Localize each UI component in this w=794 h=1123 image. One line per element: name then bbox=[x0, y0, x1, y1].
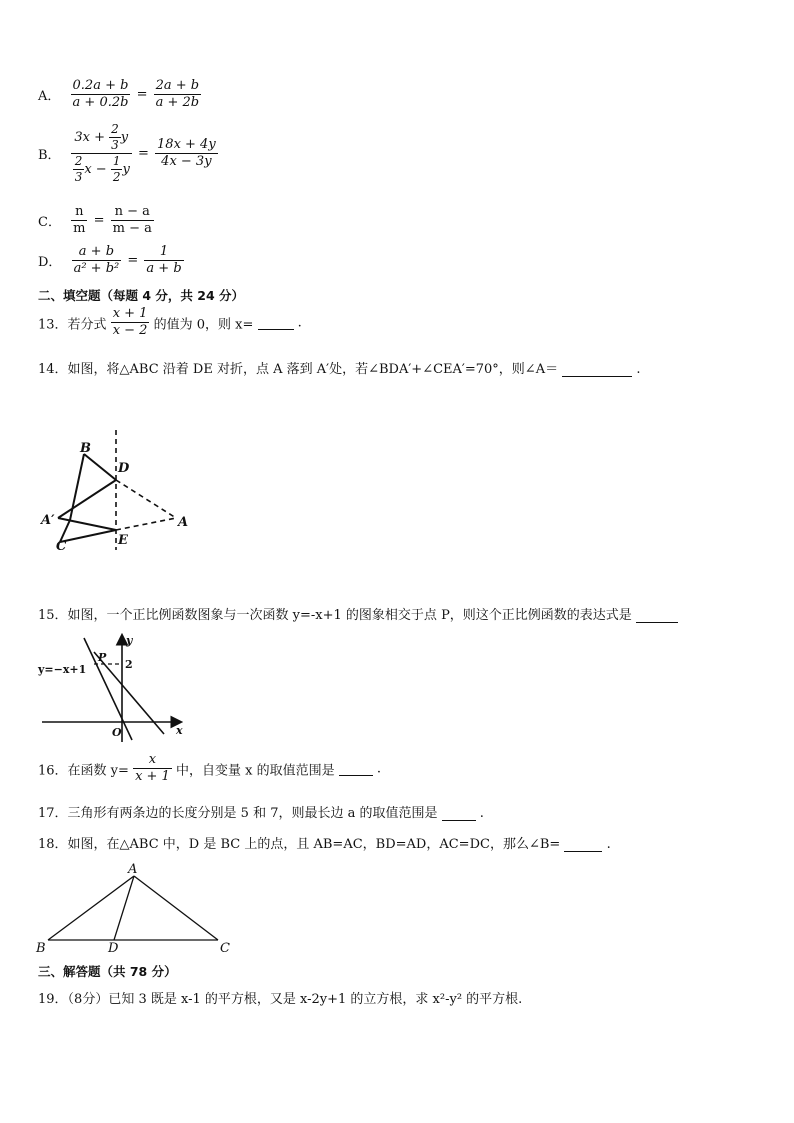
q18-text: 18．如图，在△ABC 中，D 是 BC 上的点，且 AB=AC，BD=AD，AC=DC，那么∠B= bbox=[38, 837, 561, 852]
option-b-rhs-den: 4x − 3y bbox=[161, 154, 212, 169]
q16-frac-den: x + 1 bbox=[135, 769, 170, 785]
label-a: A bbox=[178, 515, 189, 530]
option-b-rhs bbox=[155, 137, 218, 171]
option-b-lhs-num-a: 3x + bbox=[74, 130, 110, 145]
frac-den: 3 bbox=[111, 138, 119, 152]
option-c-rhs-num: n − a bbox=[111, 204, 154, 221]
segment-bd bbox=[84, 454, 116, 480]
option-c-lhs-den: m bbox=[73, 221, 86, 237]
q18-answer-blank[interactable] bbox=[564, 837, 602, 852]
segment-ab bbox=[48, 876, 134, 940]
q16-suffix: 中，自变量 x 的取值范围是 bbox=[175, 763, 335, 779]
q17-text: 17．三角形有两条边的长度分别是 5 和 7，则最长边 a 的取值范围是 bbox=[38, 806, 438, 821]
q15-answer-blank[interactable] bbox=[636, 608, 678, 623]
segment-a1d bbox=[58, 480, 116, 518]
question-13 bbox=[38, 306, 302, 340]
q16-frac-num: x bbox=[133, 752, 172, 769]
q17-end: . bbox=[479, 806, 484, 821]
option-d-lhs-den: a² + b² bbox=[73, 261, 120, 277]
segment-ad bbox=[114, 876, 134, 940]
option-b-lhs-den-frac1 bbox=[73, 154, 85, 185]
option-b-rhs-num: 18x + 4y bbox=[155, 137, 218, 154]
option-d-lhs-num: a + b bbox=[72, 244, 122, 261]
figure-14 bbox=[36, 418, 206, 558]
option-b-lhs bbox=[71, 122, 132, 185]
option-b-lhs-den bbox=[71, 154, 132, 185]
question-19 bbox=[38, 988, 522, 1007]
frac-num: 2 bbox=[111, 122, 119, 136]
label-func: y=−x+1 bbox=[38, 663, 87, 676]
option-d bbox=[38, 244, 184, 278]
label-a-prime: A′ bbox=[41, 513, 55, 528]
q14-text: 14．如图，将△ABC 沿着 DE 对折，点 A 落到 A′处，若∠BDA′+∠CEA′=70°，则∠A＝ bbox=[38, 362, 559, 377]
equals-sign: = bbox=[136, 87, 148, 103]
q13-end: . bbox=[297, 315, 302, 331]
label-a: A bbox=[128, 862, 138, 877]
q14-answer-blank[interactable] bbox=[562, 362, 632, 377]
option-c-rhs bbox=[111, 204, 154, 238]
segment-ea bbox=[116, 518, 176, 530]
label-y: y bbox=[126, 634, 133, 647]
frac-num: 1 bbox=[112, 154, 121, 168]
q13-answer-blank[interactable] bbox=[258, 315, 294, 330]
q13-fraction bbox=[111, 306, 150, 340]
question-17 bbox=[38, 802, 484, 821]
option-b-lhs-num-b: y bbox=[120, 130, 129, 145]
option-d-rhs bbox=[144, 244, 183, 278]
q16-prefix: 16．在函数 y= bbox=[38, 763, 129, 779]
label-c: C bbox=[220, 941, 230, 956]
segment-ce bbox=[60, 530, 116, 542]
figure-18 bbox=[34, 862, 234, 956]
label-x: x bbox=[176, 724, 183, 737]
option-b-label: B． bbox=[38, 148, 61, 163]
q19-text: 19．（8分）已知 3 既是 x-1 的平方根，又是 x-2y+1 的立方根，求 x²-y² 的平方根. bbox=[38, 992, 523, 1007]
segment-ac bbox=[134, 876, 218, 940]
equals-sign: = bbox=[137, 146, 149, 161]
option-d-rhs-num: 1 bbox=[144, 244, 183, 261]
label-d: D bbox=[118, 461, 130, 476]
q16-end: . bbox=[376, 761, 381, 777]
option-c-label: C． bbox=[38, 215, 61, 231]
equals-sign: = bbox=[93, 213, 105, 229]
option-b bbox=[38, 122, 218, 185]
label-c: C bbox=[56, 539, 67, 554]
label-two: 2 bbox=[125, 658, 133, 671]
frac-den: 2 bbox=[112, 170, 121, 184]
label-p: P bbox=[98, 651, 107, 664]
option-d-lhs bbox=[72, 244, 122, 278]
equals-sign: = bbox=[127, 253, 139, 269]
q18-end: . bbox=[606, 837, 611, 852]
section-3-title: 三、解答题（共 78 分） bbox=[38, 964, 177, 979]
option-a-rhs-den: a + 2b bbox=[155, 95, 200, 111]
option-c-lhs bbox=[71, 204, 87, 238]
option-a-lhs-num: 0.2a + b bbox=[71, 78, 131, 95]
question-15 bbox=[38, 604, 678, 623]
q16-answer-blank[interactable] bbox=[339, 761, 373, 776]
option-c-rhs-den: m − a bbox=[112, 221, 152, 237]
label-d: D bbox=[108, 941, 119, 956]
frac-den: 3 bbox=[74, 170, 83, 184]
option-d-label: D． bbox=[38, 255, 62, 271]
label-b: B bbox=[36, 941, 46, 956]
q16-fraction bbox=[133, 752, 172, 786]
option-a-lhs bbox=[71, 78, 131, 112]
q15-text: 15．如图，一个正比例函数图象与一次函数 y=-x+1 的图象相交于点 P，则这个正比例函数的表达式是 bbox=[38, 608, 632, 623]
figure-15 bbox=[36, 630, 196, 744]
question-18 bbox=[38, 833, 611, 852]
option-b-lhs-num bbox=[71, 122, 132, 154]
option-a-label: A． bbox=[38, 89, 61, 105]
label-o: O bbox=[112, 726, 122, 739]
option-c-lhs-num: n bbox=[71, 204, 87, 221]
segment-da bbox=[116, 480, 176, 518]
option-a-rhs-num: 2a + b bbox=[154, 78, 202, 95]
question-14 bbox=[38, 358, 641, 377]
frac-num: 2 bbox=[74, 154, 83, 168]
segment-b-lower bbox=[70, 454, 84, 520]
q13-frac-den: x − 2 bbox=[112, 323, 148, 339]
option-a-lhs-den: a + 0.2b bbox=[72, 95, 129, 111]
q13-frac-num: x + 1 bbox=[111, 306, 150, 323]
q13-prefix: 13．若分式 bbox=[38, 317, 107, 333]
option-b-lhs-den-b: y bbox=[122, 162, 130, 177]
q17-answer-blank[interactable] bbox=[442, 806, 476, 821]
question-16 bbox=[38, 752, 381, 786]
option-d-rhs-den: a + b bbox=[146, 261, 182, 277]
label-b: B bbox=[80, 441, 91, 456]
section-2-title: 二、填空题（每题 4 分，共 24 分） bbox=[38, 288, 245, 303]
option-b-lhs-num-frac bbox=[109, 122, 121, 153]
option-c bbox=[38, 204, 154, 238]
option-b-lhs-den-frac2 bbox=[111, 154, 123, 185]
option-b-lhs-den-mid: x − bbox=[84, 162, 111, 177]
q14-end: . bbox=[636, 362, 641, 377]
option-a-rhs bbox=[154, 78, 202, 112]
q13-suffix: 的值为 0，则 x= bbox=[153, 317, 254, 333]
option-a bbox=[38, 78, 201, 112]
label-e: E bbox=[118, 533, 128, 548]
